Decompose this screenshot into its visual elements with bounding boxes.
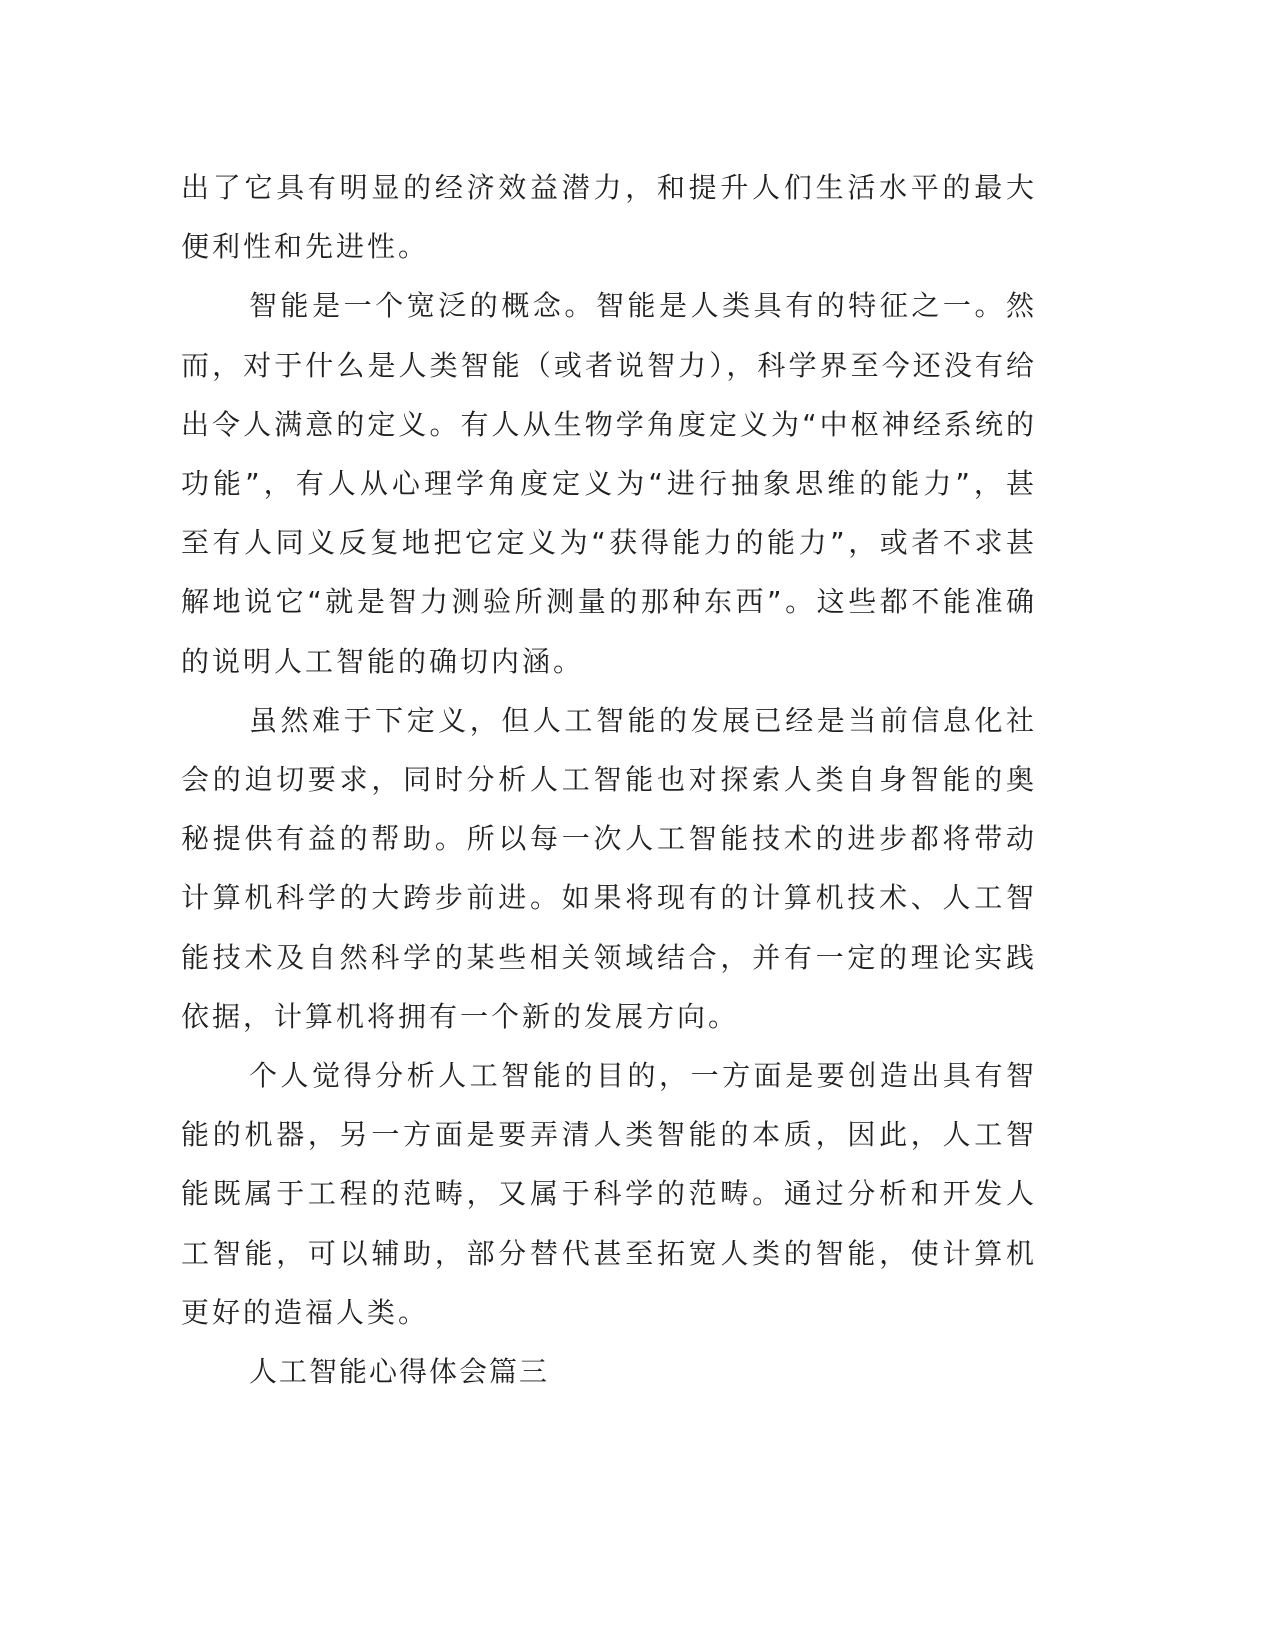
paragraph-intelligence-definition: 智能是一个宽泛的概念。智能是人类具有的特征之一。然而，对于什么是人类智能（或者说智力），科学界至今还没有给出令人满意的定义。有人从生物学角度定义为“中枢神经系统的功能”，有人从心理学角度定义为“进行抽象思维的能力”，甚至有人同义反复地把它定义为“获得能力的能力”，或者不求甚解地说它“就是智力测验所测量的那种东西”。这些都不能准确的说明人工智能的确切内涵。	[181, 289, 1037, 678]
paragraph-ai-purpose: 个人觉得分析人工智能的目的，一方面是要创造出具有智能的机器，另一方面是要弄清人类智能的本质，因此，人工智能既属于工程的范畴，又属于科学的范畴。通过分析和开发人工智能，可以辅助，部分替代甚至拓宽人类的智能，使计算机更好的造福人类。	[181, 1059, 1037, 1329]
document-body	[181, 158, 1037, 1401]
paragraph-ai-development: 虽然难于下定义，但人工智能的发展已经是当前信息化社会的迫切要求，同时分析人工智能也对探索人类自身智能的奥秘提供有益的帮助。所以每一次人工智能技术的进步都将带动计算机科学的大跨步前进。如果将现有的计算机技术、人工智能技术及自然科学的某些相关领域结合，并有一定的理论实践依据，计算机将拥有一个新的发展方向。	[181, 703, 1037, 1033]
section-heading: 人工智能心得体会篇三	[249, 1355, 550, 1389]
paragraph-continuation: 出了它具有明显的经济效益潜力，和提升人们生活水平的最大便利性和先进性。	[181, 171, 1037, 264]
